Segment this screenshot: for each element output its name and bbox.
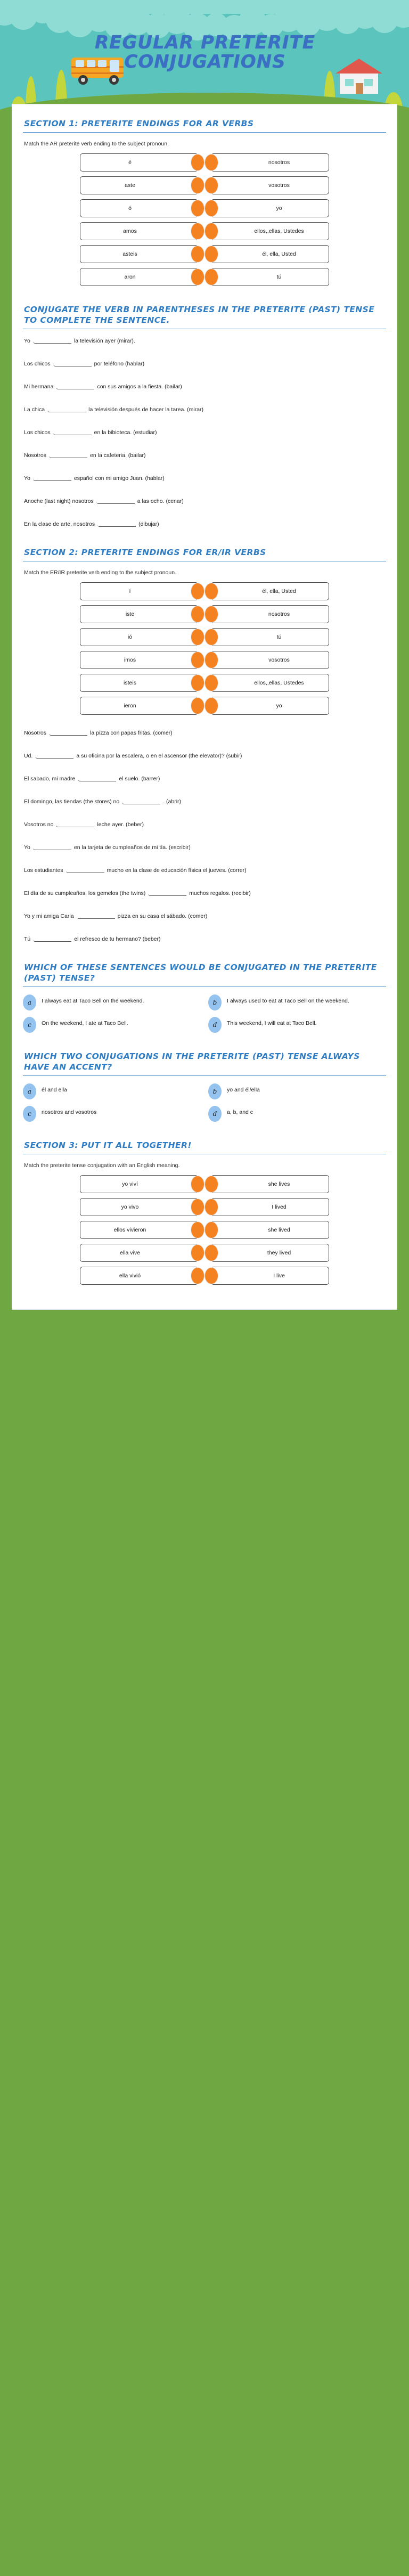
sentence-prefix: Los chicos xyxy=(24,429,51,436)
match-row xyxy=(23,605,386,623)
match-row xyxy=(23,153,386,172)
match-option-right[interactable] xyxy=(211,153,329,172)
sentence-prefix: Yo xyxy=(24,475,30,482)
fill-in-the-blank-item xyxy=(24,360,386,369)
match-connector-dot-icon[interactable] xyxy=(204,268,218,286)
mcq-option-text: This weekend, I will eat at Taco Bell. xyxy=(227,1020,317,1026)
match-option-right-label: nosotros xyxy=(268,611,290,617)
sentence-suffix: en la cafeteria. (bailar) xyxy=(90,452,146,459)
match-option-right[interactable] xyxy=(211,651,329,669)
sentence-suffix: leche ayer. (beber) xyxy=(97,821,144,828)
match-option-right-label: she lives xyxy=(268,1181,290,1187)
match-option-left-label: í xyxy=(129,588,131,594)
match-connector-dot-icon[interactable] xyxy=(191,246,204,263)
match-connector-dot-icon[interactable] xyxy=(191,651,204,669)
mcq-option-letter[interactable]: c xyxy=(23,1017,36,1033)
match-option-left[interactable] xyxy=(80,1198,198,1216)
fill-in-the-blank-item xyxy=(24,843,386,852)
match-connector-dot-icon[interactable] xyxy=(191,200,204,217)
match-connector-dot-icon[interactable] xyxy=(204,200,218,217)
sentence-suffix: mucho en la clase de educación física el jueves. (correr) xyxy=(107,867,247,874)
mcq-1-options xyxy=(23,994,386,1033)
sentence-suffix: la pizza con papas fritas. (comer) xyxy=(90,730,173,736)
sentence-prefix: El sabado, mi madre xyxy=(24,776,76,782)
match-option-right-label: yo xyxy=(276,205,282,211)
match-connector-dot-icon[interactable] xyxy=(204,583,218,600)
mcq-option-text: a, b, and c xyxy=(227,1109,253,1115)
match-connector-dot-icon[interactable] xyxy=(191,697,204,714)
match-connector-dot-icon[interactable] xyxy=(204,629,218,646)
match-connector-dot-icon[interactable] xyxy=(191,223,204,240)
match-connector-dot-icon[interactable] xyxy=(191,583,204,600)
match-row xyxy=(23,176,386,194)
sentence-suffix: muchos regalos. (recibir) xyxy=(189,890,251,896)
match-option-left-label: yo vivo xyxy=(121,1204,139,1210)
fill-in-the-blank-item xyxy=(24,889,386,898)
answer-blank-input[interactable] xyxy=(33,935,71,942)
answer-blank-input[interactable] xyxy=(35,752,73,759)
match-connector-dot-icon[interactable] xyxy=(191,1199,204,1216)
answer-blank-input[interactable] xyxy=(33,474,71,481)
match-connector-dot-icon[interactable] xyxy=(204,177,218,194)
mcq-option-text: On the weekend, I ate at Taco Bell. xyxy=(42,1020,128,1026)
mcq-option[interactable] xyxy=(23,994,201,1010)
match-option-right-label: nosotros xyxy=(268,159,290,166)
fill-in-the-blank-item xyxy=(24,866,386,875)
section-1-instruction: Match the AR preterite verb ending to the subject pronoun. xyxy=(24,141,169,147)
match-row xyxy=(23,697,386,715)
match-option-left-label: aron xyxy=(124,274,136,280)
mcq-option-text: I always used to eat at Taco Bell on the weekend. xyxy=(227,998,349,1004)
match-option-right-label: I live xyxy=(273,1273,285,1279)
match-row xyxy=(23,268,386,286)
match-connector-dot-icon[interactable] xyxy=(204,697,218,714)
sentence-prefix: Nosotros xyxy=(24,730,47,736)
fill-in-the-blank-item xyxy=(24,451,386,460)
match-row xyxy=(23,1221,386,1239)
match-option-left-label: iste xyxy=(125,611,135,617)
match-connector-dot-icon[interactable] xyxy=(191,154,204,171)
match-option-right-label: él, ella, Usted xyxy=(262,251,296,257)
match-connector-dot-icon[interactable] xyxy=(204,246,218,263)
section-2-instruction: Match the ER/IR preterite verb ending to the subject pronoun. xyxy=(24,569,176,576)
sentence-prefix: Vosotros no xyxy=(24,821,54,828)
mcq-2-options xyxy=(23,1083,386,1122)
sentence-suffix: en la tarjeta de cumpleaños de mi tía. (escribir) xyxy=(73,844,191,851)
match-option-left-label: ieron xyxy=(124,703,136,709)
fill-in-the-blank-item xyxy=(24,912,386,921)
match-option-right-label: tú xyxy=(276,274,282,280)
match-option-right[interactable] xyxy=(211,1175,329,1193)
match-option-left[interactable] xyxy=(80,222,198,240)
match-option-right-label: they lived xyxy=(267,1250,291,1256)
match-row xyxy=(23,582,386,600)
match-option-right-label: vosotros xyxy=(268,657,290,663)
fill-in-the-blank-item xyxy=(24,729,386,738)
sentence-suffix: en la bibioteca. (estudiar) xyxy=(94,429,157,436)
section-1-heading: SECTION 1: PRETERITE ENDINGS FOR AR VERBS xyxy=(23,118,386,133)
match-option-right-label: él, ella, Usted xyxy=(262,588,296,594)
match-option-left[interactable] xyxy=(80,199,198,217)
mcq-option-letter[interactable]: c xyxy=(23,1106,36,1122)
match-option-right[interactable] xyxy=(211,176,329,194)
match-option-right-label: tú xyxy=(276,634,282,640)
match-option-left[interactable] xyxy=(80,268,198,286)
sentence-prefix: El domingo, las tiendas (the stores) no xyxy=(24,798,120,805)
match-option-left-label: amos xyxy=(123,228,137,234)
match-option-left-label: ella vivió xyxy=(119,1273,141,1279)
mcq-option-letter[interactable]: a xyxy=(23,1083,36,1099)
sentence-prefix: Yo xyxy=(24,338,30,344)
sentence-prefix: Yo xyxy=(24,844,30,851)
match-option-right[interactable] xyxy=(211,1221,329,1239)
match-connector-dot-icon[interactable] xyxy=(204,606,218,623)
mcq-1-heading: WHICH OF THESE SENTENCES WOULD BE CONJUGATED IN THE PRETERITE (PAST) TENSE? xyxy=(23,962,386,987)
match-option-right[interactable] xyxy=(211,1267,329,1285)
fill-in-the-blank-item xyxy=(24,497,386,506)
answer-blank-input[interactable] xyxy=(49,729,87,736)
match-connector-dot-icon[interactable] xyxy=(191,674,204,691)
match-option-right[interactable] xyxy=(211,582,329,600)
sentence-prefix: Anoche (last night) nosotros xyxy=(24,498,94,504)
answer-blank-input[interactable] xyxy=(49,451,87,458)
match-row xyxy=(23,1198,386,1216)
fill-in-the-blank-item xyxy=(24,337,386,346)
match-option-left-label: ó xyxy=(128,205,132,211)
sentence-suffix: pizza en su casa el sábado. (comer) xyxy=(117,913,208,919)
answer-blank-input[interactable] xyxy=(66,866,104,873)
sentence-suffix: a las ocho. (cenar) xyxy=(137,498,184,504)
sentence-prefix: Ud. xyxy=(24,753,33,759)
match-option-left-label: aste xyxy=(125,182,135,189)
mcq-option[interactable] xyxy=(23,1083,201,1099)
sentence-suffix: la televisión ayer (mirar). xyxy=(73,338,135,344)
fill-in-the-blank-item xyxy=(24,752,386,761)
match-option-right[interactable] xyxy=(211,268,329,286)
match-connector-dot-icon[interactable] xyxy=(204,674,218,691)
mcq-option[interactable] xyxy=(208,994,386,1010)
fill-in-the-blank-item xyxy=(24,474,386,483)
match-connector-dot-icon[interactable] xyxy=(191,1267,204,1284)
fill-in-the-blank-item xyxy=(24,428,386,437)
match-option-left-label: ió xyxy=(127,634,133,640)
match-option-right-label: ellos,,ellas, Ustedes xyxy=(254,680,304,686)
match-option-left[interactable] xyxy=(80,697,198,715)
match-option-right-label: yo xyxy=(276,703,282,709)
mcq-option-text: I always eat at Taco Bell on the weekend. xyxy=(42,998,144,1004)
match-option-left[interactable] xyxy=(80,628,198,646)
sentence-prefix: Nosotros xyxy=(24,452,47,459)
conjugate-2-list xyxy=(23,729,386,944)
match-option-right[interactable] xyxy=(211,628,329,646)
match-connector-dot-icon[interactable] xyxy=(204,651,218,669)
mcq-option-letter[interactable]: b xyxy=(208,994,222,1010)
match-connector-dot-icon[interactable] xyxy=(204,1199,218,1216)
match-option-left[interactable] xyxy=(80,605,198,623)
section-3-match-grid xyxy=(23,1175,386,1285)
match-connector-dot-icon[interactable] xyxy=(204,1244,218,1261)
sentence-suffix: con sus amigos a la fiesta. (bailar) xyxy=(97,384,182,390)
match-connector-dot-icon[interactable] xyxy=(191,1244,204,1261)
mcq-option-letter[interactable]: d xyxy=(208,1017,222,1033)
answer-blank-input[interactable] xyxy=(53,428,92,435)
match-option-left[interactable] xyxy=(80,582,198,600)
match-option-right[interactable] xyxy=(211,222,329,240)
answer-blank-input[interactable] xyxy=(47,405,86,412)
sentence-suffix: a su oficina por la escalera, o en el ascensor (the elevator)? (subir) xyxy=(76,753,242,759)
fill-in-the-blank-item xyxy=(24,797,386,806)
match-option-left-label: é xyxy=(128,159,132,166)
match-option-left[interactable] xyxy=(80,651,198,669)
match-connector-dot-icon[interactable] xyxy=(204,1176,218,1193)
match-row xyxy=(23,199,386,217)
match-row xyxy=(23,1267,386,1285)
mcq-option[interactable] xyxy=(208,1106,386,1122)
match-option-left-label: isteis xyxy=(124,680,136,686)
match-option-right[interactable] xyxy=(211,605,329,623)
match-option-right-label: vosotros xyxy=(268,182,290,189)
mcq-option-text: él and ella xyxy=(42,1087,67,1093)
section-2-match-grid xyxy=(23,582,386,715)
match-connector-dot-icon[interactable] xyxy=(204,154,218,171)
fill-in-the-blank-item xyxy=(24,520,386,529)
match-row xyxy=(23,222,386,240)
match-option-left-label: asteis xyxy=(122,251,137,257)
answer-blank-input[interactable] xyxy=(33,843,71,850)
match-option-left-label: imos xyxy=(124,657,136,663)
sentence-suffix: el suelo. (barrer) xyxy=(119,776,160,782)
mcq-option-text: nosotros and vosotros xyxy=(42,1109,97,1115)
sentence-suffix: . (abrir) xyxy=(163,798,182,805)
mcq-option[interactable] xyxy=(208,1017,386,1033)
sentence-prefix: Los estudiantes xyxy=(24,867,63,874)
fill-in-the-blank-item xyxy=(24,405,386,414)
match-option-left[interactable] xyxy=(80,1267,198,1285)
match-row xyxy=(23,651,386,669)
fill-in-the-blank-item xyxy=(24,935,386,944)
match-row xyxy=(23,1244,386,1262)
answer-blank-input[interactable] xyxy=(56,382,94,389)
sentence-suffix: el refresco de tu hermano? (beber) xyxy=(74,936,161,942)
match-option-right[interactable] xyxy=(211,674,329,692)
match-option-right[interactable] xyxy=(211,697,329,715)
match-option-left-label: ellos vivieron xyxy=(113,1227,146,1233)
page-title xyxy=(16,33,394,71)
match-option-right[interactable] xyxy=(211,1244,329,1262)
match-option-left[interactable] xyxy=(80,153,198,172)
answer-blank-input[interactable] xyxy=(33,337,71,344)
answer-blank-input[interactable] xyxy=(56,820,94,827)
conjugate-1-heading: CONJUGATE THE VERB IN PARENTHESES IN THE PRETERITE (PAST) TENSE TO COMPLETE THE SENTENCE. xyxy=(23,304,386,329)
mcq-option-letter[interactable]: d xyxy=(208,1106,222,1122)
section-3-heading: SECTION 3: PUT IT ALL TOGETHER! xyxy=(23,1140,386,1154)
match-option-right[interactable] xyxy=(211,199,329,217)
match-connector-dot-icon[interactable] xyxy=(191,268,204,286)
match-option-right-label: I lived xyxy=(272,1204,287,1210)
conjugate-1-list xyxy=(23,337,386,529)
mcq-option-letter[interactable]: b xyxy=(208,1083,222,1099)
match-option-left[interactable] xyxy=(80,1221,198,1239)
page-title-line2: CONJUGATIONS xyxy=(124,51,286,72)
worksheet-sheet-1 xyxy=(12,104,397,1310)
match-option-right[interactable] xyxy=(211,245,329,263)
match-connector-dot-icon[interactable] xyxy=(191,177,204,194)
match-row xyxy=(23,674,386,692)
sentence-suffix: por teléfono (hablar) xyxy=(94,361,145,367)
match-option-right-label: ellos,,ellas, Ustedes xyxy=(254,228,304,234)
match-option-right-label: she lived xyxy=(268,1227,290,1233)
answer-blank-input[interactable] xyxy=(97,520,136,527)
section-3-instruction: Match the preterite tense conjugation with an English meaning. xyxy=(24,1162,180,1169)
match-option-left[interactable] xyxy=(80,176,198,194)
match-option-left-label: yo viví xyxy=(122,1181,138,1187)
match-row xyxy=(23,245,386,263)
answer-blank-input[interactable] xyxy=(77,912,115,919)
match-row xyxy=(23,628,386,646)
sentence-prefix: En la clase de arte, nosotros xyxy=(24,521,95,527)
match-connector-dot-icon[interactable] xyxy=(191,629,204,646)
sentence-prefix: Tú xyxy=(24,936,31,942)
sentence-suffix: español con mi amigo Juan. (hablar) xyxy=(73,475,165,482)
sentence-prefix: Los chicos xyxy=(24,361,51,367)
mcq-2-heading: WHICH TWO CONJUGATIONS IN THE PRETERITE (PAST) TENSE ALWAYS HAVE AN ACCENT? xyxy=(23,1051,386,1076)
match-option-left[interactable] xyxy=(80,1244,198,1262)
sentence-suffix: la televisión después de hacer la tarea. (mirar) xyxy=(88,406,204,413)
mcq-option-text: yo and él/ella xyxy=(227,1087,260,1093)
section-1-match-grid xyxy=(23,153,386,286)
match-option-left[interactable] xyxy=(80,245,198,263)
match-connector-dot-icon[interactable] xyxy=(204,223,218,240)
answer-blank-input[interactable] xyxy=(122,797,160,804)
match-connector-dot-icon[interactable] xyxy=(191,1176,204,1193)
mcq-option-letter[interactable]: a xyxy=(23,994,36,1010)
sentence-prefix: Mi hermana xyxy=(24,384,54,390)
answer-blank-input[interactable] xyxy=(96,497,135,504)
match-connector-dot-icon[interactable] xyxy=(191,606,204,623)
sentence-prefix: La chica xyxy=(24,406,45,413)
mcq-option[interactable] xyxy=(23,1106,201,1122)
section-2-heading: SECTION 2: PRETERITE ENDINGS FOR ER/IR VERBS xyxy=(23,547,386,561)
match-option-left[interactable] xyxy=(80,674,198,692)
match-option-left[interactable] xyxy=(80,1175,198,1193)
answer-blank-input[interactable] xyxy=(53,360,92,366)
answer-blank-input[interactable] xyxy=(78,775,116,781)
fill-in-the-blank-item xyxy=(24,382,386,392)
sentence-prefix: Yo y mi amiga Carla xyxy=(24,913,74,919)
mcq-option[interactable] xyxy=(23,1017,201,1033)
page-title-line1: REGULAR PRETERITE xyxy=(95,32,315,53)
mcq-option[interactable] xyxy=(208,1083,386,1099)
sentence-prefix: El día de su cumpleaños, los gemelos (the twins) xyxy=(24,890,146,896)
match-connector-dot-icon[interactable] xyxy=(204,1221,218,1238)
match-connector-dot-icon[interactable] xyxy=(204,1267,218,1284)
fill-in-the-blank-item xyxy=(24,775,386,784)
answer-blank-input[interactable] xyxy=(148,889,186,896)
match-option-left-label: ella vive xyxy=(120,1250,140,1256)
fill-in-the-blank-item xyxy=(24,820,386,829)
sentence-suffix: (dibujar) xyxy=(138,521,159,527)
match-option-right[interactable] xyxy=(211,1198,329,1216)
match-connector-dot-icon[interactable] xyxy=(191,1221,204,1238)
match-row xyxy=(23,1175,386,1193)
